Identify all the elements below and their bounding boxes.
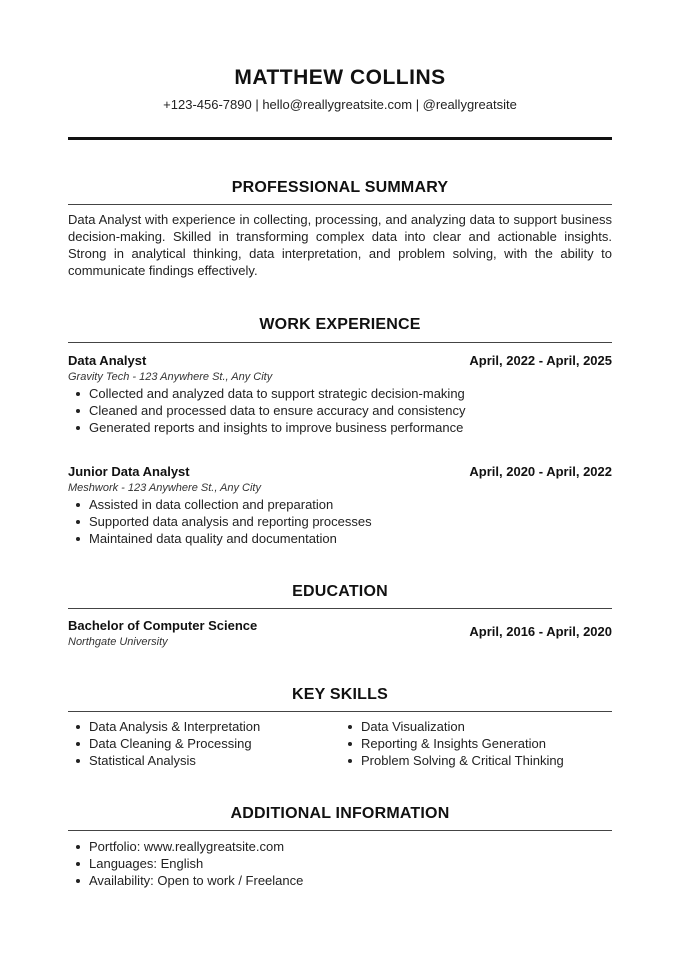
skill-item: Data Visualization xyxy=(340,718,564,735)
job-company: Gravity Tech - 123 Anywhere St., Any City xyxy=(68,371,273,383)
skill-item: Data Analysis & Interpretation xyxy=(68,718,260,735)
additional-divider xyxy=(68,830,612,831)
contact-line: +123-456-7890 | hello@reallygreatsite.com | @reallygreatsite xyxy=(163,97,517,112)
job-title: Junior Data Analyst xyxy=(68,464,190,479)
skills-heading: KEY SKILLS xyxy=(292,686,388,703)
list-item: Collected and analyzed data to support strategic decision-making xyxy=(68,385,466,402)
degree-title: Bachelor of Computer Science xyxy=(68,618,258,633)
experience-divider xyxy=(68,342,612,343)
skill-item: Problem Solving & Critical Thinking xyxy=(340,752,564,769)
list-item: Maintained data quality and documentation xyxy=(68,530,372,547)
skills-list-left xyxy=(68,718,260,769)
job-bullets xyxy=(68,496,372,547)
skill-item: Statistical Analysis xyxy=(68,752,260,769)
skills-list-right xyxy=(340,718,564,769)
summary-divider xyxy=(68,204,612,205)
education-divider xyxy=(68,608,612,609)
skills-divider xyxy=(68,711,612,712)
additional-heading: ADDITIONAL INFORMATION xyxy=(230,805,450,822)
school-name: Northgate University xyxy=(68,636,168,648)
job-title: Data Analyst xyxy=(68,353,147,368)
candidate-name: MATTHEW COLLINS xyxy=(234,66,446,89)
skill-item: Reporting & Insights Generation xyxy=(340,735,564,752)
job-company: Meshwork - 123 Anywhere St., Any City xyxy=(68,482,261,494)
additional-list xyxy=(68,838,303,889)
summary-text: Data Analyst with experience in collecting, processing, and analyzing data to support business decision-making. Skilled in transforming complex data into clear and actionable insights. Strong in analytical thinking, data interpretation, and problem solving, with the ability to communicate findings effectively. xyxy=(68,212,612,278)
education-heading: EDUCATION xyxy=(292,583,388,600)
list-item: Availability: Open to work / Freelance xyxy=(68,872,303,889)
job-dates: April, 2020 - April, 2022 xyxy=(469,464,612,479)
list-item: Assisted in data collection and preparation xyxy=(68,496,372,513)
experience-heading: WORK EXPERIENCE xyxy=(259,316,421,333)
job-dates: April, 2022 - April, 2025 xyxy=(469,353,612,368)
list-item: Supported data analysis and reporting processes xyxy=(68,513,372,530)
list-item: Generated reports and insights to improve business performance xyxy=(68,419,466,436)
education-dates: April, 2016 - April, 2020 xyxy=(469,624,612,639)
header-divider xyxy=(68,137,612,140)
skill-item: Data Cleaning & Processing xyxy=(68,735,260,752)
list-item: Languages: English xyxy=(68,855,303,872)
list-item: Cleaned and processed data to ensure accuracy and consistency xyxy=(68,402,466,419)
summary-heading: PROFESSIONAL SUMMARY xyxy=(231,179,449,196)
list-item: Portfolio: www.reallygreatsite.com xyxy=(68,838,303,855)
job-bullets xyxy=(68,385,466,436)
